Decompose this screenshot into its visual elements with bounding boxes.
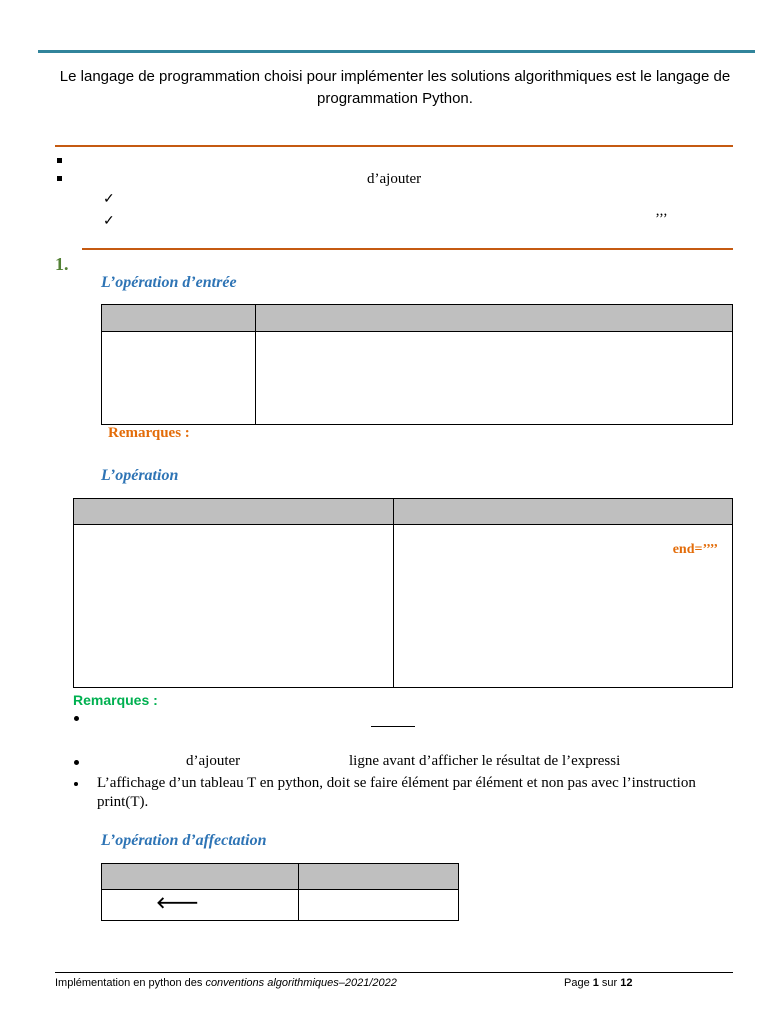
square-bullet-icon (57, 176, 62, 181)
assign-heading: L’opération d’affectation (101, 832, 267, 849)
list-item-fragment: d’ajouter (367, 171, 422, 187)
table-cell (102, 890, 299, 921)
table-header-cell (299, 864, 459, 890)
table-cell (299, 890, 459, 921)
end-parameter-code: end=’’’’ (672, 542, 718, 557)
footer-page-number (564, 977, 633, 989)
output-heading: L’opération (101, 467, 179, 484)
square-bullet-icon (57, 158, 62, 163)
table-row (74, 525, 733, 688)
footer-page-sep: sur (598, 977, 621, 989)
output-table (73, 498, 733, 688)
table-header-row (74, 499, 733, 525)
input-table (101, 304, 733, 425)
input-remarks-label: Remarques : (108, 425, 190, 441)
footer-rule (55, 972, 733, 973)
footer-page-current: 1 (592, 977, 599, 989)
remark-bullet2-left: d’ajouter (186, 753, 241, 769)
table-cell (256, 332, 733, 425)
left-arrow-icon: 🡐 (156, 895, 199, 912)
table-header-cell (256, 305, 733, 332)
section-rule-top (55, 145, 733, 147)
input-heading: L’opération d’entrée (101, 274, 237, 291)
table-row (102, 890, 459, 921)
intro-paragraph: Le langage de programmation choisi pour implémenter les solutions algorithmiques est le langage de programmation Python. (59, 68, 731, 107)
footer-prefix: Implémentation en python des (55, 977, 206, 989)
top-rule (38, 50, 755, 53)
table-header-row (102, 305, 733, 332)
table-header-row (102, 864, 459, 890)
footer-page-total: 12 (620, 977, 633, 989)
section-rule-bottom (82, 248, 733, 250)
table-header-cell (102, 864, 299, 890)
bullet-dot-icon (74, 760, 79, 765)
remark-bullet3: L’affichage d’un tableau T en python, doit se faire élément par élément et non pas avec l’instruction print(T). (97, 775, 696, 810)
assign-table (101, 863, 459, 921)
output-remarks-label: Remarques : (73, 692, 158, 708)
footer-left (55, 977, 397, 989)
checkmark-icon: ✓ (103, 214, 115, 229)
table-header-cell (394, 499, 733, 525)
bullet-dot-icon (74, 782, 78, 786)
table-row (102, 332, 733, 425)
bullet-dot-icon (74, 716, 79, 721)
table-cell (102, 332, 256, 425)
table-header-cell (102, 305, 256, 332)
section-number: 1. (55, 254, 69, 274)
checkmark-icon: ✓ (103, 192, 115, 207)
footer-page-word: Page (564, 977, 593, 989)
underline-blank (371, 726, 415, 727)
check-item-fragment: ’’’ (655, 211, 668, 227)
table-header-cell (74, 499, 394, 525)
table-cell (394, 525, 733, 688)
footer-italic: conventions algorithmiques–2021/2022 (205, 977, 397, 989)
table-cell (74, 525, 394, 688)
remark-bullet2-right: ligne avant d’afficher le résultat de l’expressi (349, 753, 621, 769)
